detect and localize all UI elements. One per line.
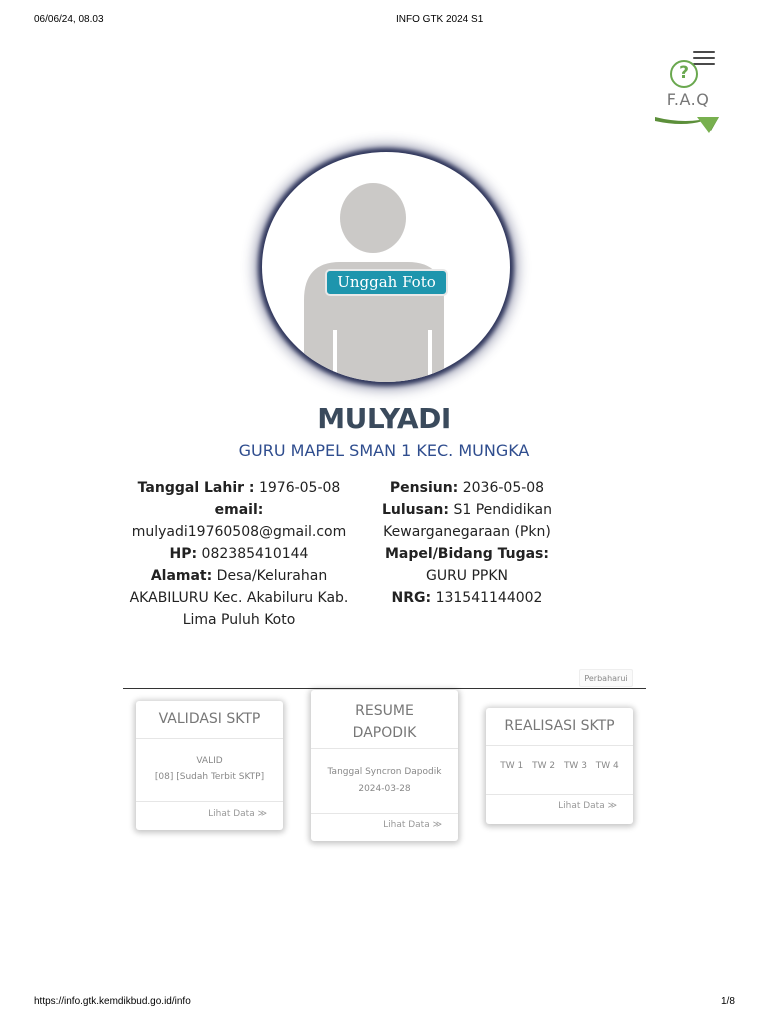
alamat-label: Alamat: [150,568,213,584]
divider [123,688,646,689]
tw-2[interactable]: TW 2 [532,761,556,771]
question-circle-icon[interactable]: ? [670,60,698,88]
print-url: https://info.gtk.kemdikbud.go.id/info [34,996,191,1007]
hp-label: HP: [169,546,198,562]
print-footer [0,996,768,1016]
mapel-label: Mapel/Bidang Tugas: [385,546,549,562]
email-label: email: [214,502,264,518]
profile-avatar[interactable] [262,152,510,382]
card-title: VALIDASI SKTP [158,711,261,727]
tanggal-lahir-value: 1976-05-08 [254,480,341,496]
faq-ribbon-icon [653,113,721,135]
print-header [0,14,768,34]
hamburger-icon[interactable] [693,51,715,67]
lihat-data-link[interactable]: Lihat Data ≫ [208,809,267,819]
tanggal-lahir-label: Tanggal Lahir : [137,480,255,496]
print-datetime: 06/06/24, 08.03 [34,14,104,25]
resume-dapodik-card[interactable] [311,690,458,841]
tw-3[interactable]: TW 3 [563,761,587,771]
card-divider [486,794,633,795]
email-value: mulyadi19760508@gmail.com [131,524,347,540]
card-title: REALISASI SKTP [504,718,615,734]
lulusan-label: Lulusan: [382,502,449,518]
sync-label: Tanggal Syncron Dapodik [327,767,442,777]
person-silhouette-icon [262,152,510,382]
tw-row [486,761,633,771]
faq-label[interactable]: F.A.Q [666,90,710,109]
print-title: INFO GTK 2024 S1 [396,14,484,25]
profile-role: GURU MAPEL SMAN 1 KEC. MUNGKA [238,441,530,460]
tw-1[interactable]: TW 1 [500,761,524,771]
tw-4[interactable]: TW 4 [595,761,619,771]
info-right-column [374,477,560,609]
lihat-data-link[interactable]: Lihat Data ≫ [558,801,617,811]
lulusan-value: S1 Pendidikan Kewarganegaraan (Pkn) [383,502,552,540]
nrg-label: NRG: [391,590,432,606]
profile-name: MULYADI [317,402,451,435]
pensiun-label: Pensiun: [389,480,459,496]
print-page-number: 1/8 [721,996,735,1007]
sync-date: 2024-03-28 [358,784,411,794]
lihat-data-link[interactable]: Lihat Data ≫ [383,820,442,830]
pensiun-value: 2036-05-08 [458,480,545,496]
validasi-detail: [08] [Sudah Terbit SKTP] [154,772,265,782]
hp-value: 082385410144 [197,546,309,562]
info-left-column [122,477,356,631]
card-divider [311,813,458,814]
realisasi-sktp-card[interactable] [486,708,633,824]
tanggal-lahir-field [122,477,356,499]
card-divider [136,738,283,739]
refresh-button[interactable]: Perbaharui [579,669,633,687]
card-divider [311,748,458,749]
alamat-value: Desa/Kelurahan AKABILURU Kec. Akabiluru Kab. Lima Puluh Koto [129,568,349,628]
upload-photo-button[interactable]: Unggah Foto [325,269,448,296]
nrg-value: 131541144002 [431,590,543,606]
validasi-status: VALID [196,756,223,766]
validasi-sktp-card[interactable] [136,701,283,830]
mapel-value: GURU PPKN [425,568,509,584]
card-title: RESUME DAPODIK [352,703,417,741]
card-divider [486,745,633,746]
card-divider [136,801,283,802]
